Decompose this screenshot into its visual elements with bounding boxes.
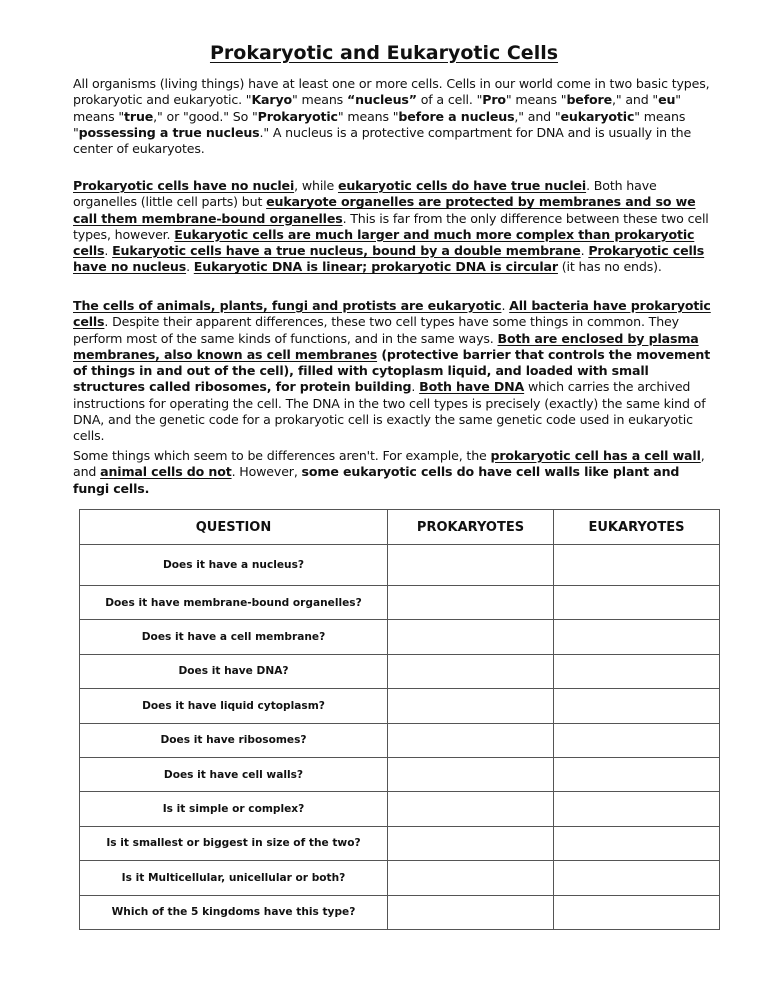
text: " means " bbox=[337, 108, 399, 124]
prokaryote-answer-cell[interactable] bbox=[388, 757, 554, 791]
table-row bbox=[80, 620, 720, 654]
prokaryote-answer-cell[interactable] bbox=[388, 620, 554, 654]
question-cell: Does it have cell walls? bbox=[80, 757, 388, 791]
intro-paragraph bbox=[73, 76, 713, 157]
question-cell: Is it simple or complex? bbox=[80, 792, 388, 826]
question-cell: Does it have DNA? bbox=[80, 654, 388, 688]
prokaryote-answer-cell[interactable] bbox=[388, 826, 554, 860]
text: . bbox=[580, 243, 589, 259]
term-before: before bbox=[566, 92, 612, 108]
question-cell: Is it smallest or biggest in size of the two? bbox=[80, 826, 388, 860]
eukaryote-answer-cell[interactable] bbox=[554, 826, 720, 860]
bold-text: some eukaryotic cells do have cell walls like plant and fungi cells. bbox=[73, 464, 680, 496]
question-cell: Does it have a nucleus? bbox=[80, 545, 388, 586]
key-point: Prokaryotic cells have no nuclei bbox=[73, 178, 295, 193]
question-cell: Which of the 5 kingdoms have this type? bbox=[80, 895, 388, 929]
question-cell: Is it Multicellular, unicellular or both? bbox=[80, 861, 388, 895]
table-row bbox=[80, 826, 720, 860]
text: Some things which seem to be differences aren't. For example, the bbox=[73, 448, 491, 463]
eukaryote-answer-cell[interactable] bbox=[554, 792, 720, 826]
text: of a cell. " bbox=[416, 92, 483, 108]
term-eukaryotic: eukaryotic bbox=[560, 108, 635, 124]
prokaryote-answer-cell[interactable] bbox=[388, 689, 554, 723]
eukaryote-answer-cell[interactable] bbox=[554, 895, 720, 929]
eukaryote-answer-cell[interactable] bbox=[554, 654, 720, 688]
text: . bbox=[186, 259, 194, 275]
cell-wall-paragraph bbox=[73, 448, 713, 497]
header-prokaryotes: PROKARYOTES bbox=[388, 510, 554, 545]
key-point: Eukaryotic DNA is linear; prokaryotic DNA is circular bbox=[193, 259, 558, 275]
comparison-table bbox=[79, 509, 720, 930]
term-pro: Pro bbox=[482, 92, 506, 108]
table-row bbox=[80, 757, 720, 791]
table-row bbox=[80, 723, 720, 757]
text: . bbox=[104, 243, 113, 259]
text: ," or "good." So " bbox=[153, 108, 258, 124]
key-point: Eukaryotic cells are much larger and much more complex than prokaryotic cells bbox=[73, 226, 695, 259]
key-point: animal cells do not bbox=[100, 464, 232, 480]
prokaryote-answer-cell[interactable] bbox=[388, 654, 554, 688]
text: " means bbox=[292, 92, 347, 108]
question-cell: Does it have a cell membrane? bbox=[80, 620, 388, 654]
text: . bbox=[411, 379, 420, 395]
eukaryote-answer-cell[interactable] bbox=[554, 620, 720, 654]
prokaryote-answer-cell[interactable] bbox=[388, 895, 554, 929]
term-possessing: possessing a true nucleus bbox=[78, 124, 260, 140]
text: ," and " bbox=[514, 108, 561, 124]
key-point: eukaryote organelles are protected by membranes and so we call them membrane-bound organelles bbox=[73, 194, 696, 226]
table-header-row bbox=[80, 510, 720, 545]
prokaryote-answer-cell[interactable] bbox=[388, 586, 554, 620]
table-row bbox=[80, 586, 720, 620]
text: . However, bbox=[231, 464, 302, 480]
table-row bbox=[80, 792, 720, 826]
eukaryote-answer-cell[interactable] bbox=[554, 757, 720, 791]
table-row bbox=[80, 654, 720, 688]
differences-paragraph bbox=[73, 178, 713, 276]
prokaryote-answer-cell[interactable] bbox=[388, 723, 554, 757]
eukaryote-answer-cell[interactable] bbox=[554, 723, 720, 757]
term-before-nucleus: before a nucleus bbox=[398, 108, 515, 124]
question-cell: Does it have ribosomes? bbox=[80, 723, 388, 757]
prokaryote-answer-cell[interactable] bbox=[388, 861, 554, 895]
prokaryote-answer-cell[interactable] bbox=[388, 545, 554, 586]
text: " means " bbox=[73, 108, 686, 140]
key-point: All bacteria have prokaryotic cells bbox=[73, 298, 711, 330]
table-row bbox=[80, 689, 720, 723]
header-question: QUESTION bbox=[80, 510, 388, 545]
text: . Both have organelles (little cell parts) but bbox=[73, 178, 657, 210]
text: All organisms (living things) have at least one or more cells. Cells in our world come in two basic types, prokaryotic and eukaryotic. " bbox=[73, 76, 710, 108]
text: . bbox=[501, 298, 510, 313]
term-nucleus: “nucleus” bbox=[346, 92, 417, 108]
question-cell: Does it have liquid cytoplasm? bbox=[80, 689, 388, 723]
key-point: Both are enclosed by plasma membranes, also known as cell membranes bbox=[73, 330, 699, 362]
table-row bbox=[80, 895, 720, 929]
term-eu: eu bbox=[658, 92, 676, 108]
key-point: Both have DNA bbox=[419, 379, 525, 395]
key-point: Eukaryotic cells have a true nucleus, bound by a double membrane bbox=[112, 243, 581, 259]
bold-text: (protective barrier that controls the movement of things in and out of the cell), filled with cytoplasm liquid, and loaded with small structures called ribosomes, for protein building bbox=[73, 346, 711, 395]
text: " means " bbox=[505, 92, 567, 108]
text: ," and " bbox=[611, 92, 659, 108]
eukaryote-answer-cell[interactable] bbox=[554, 586, 720, 620]
term-karyo: Karyo bbox=[251, 92, 293, 108]
eukaryote-answer-cell[interactable] bbox=[554, 545, 720, 586]
text: , and bbox=[73, 448, 705, 480]
text: . This is far from the only difference between these two cell types, however. bbox=[73, 210, 709, 242]
eukaryote-answer-cell[interactable] bbox=[554, 861, 720, 895]
key-point: prokaryotic cell has a cell wall bbox=[490, 448, 701, 463]
term-prokaryotic: Prokaryotic bbox=[257, 108, 338, 124]
similarities-paragraph bbox=[73, 298, 713, 445]
text: which carries the archived instructions for operating the cell. The DNA in the two cell types is precisely (exactly) the same kind of DNA, and the genetic code for a prokaryotic cell is exactly the same genetic code used in eukaryotic cells. bbox=[73, 379, 706, 444]
text: ." A nucleus is a protective compartment for DNA and is usually in the center of eukaryotes. bbox=[73, 124, 692, 157]
text: . Despite their apparent differences, these two cell types have some things in common. They perform most of the same kinds of functions, and in the same ways. bbox=[73, 314, 679, 346]
prokaryote-answer-cell[interactable] bbox=[388, 792, 554, 826]
text: (it has no ends). bbox=[557, 259, 662, 275]
key-point: Prokaryotic cells have no nucleus bbox=[73, 243, 705, 275]
table-row bbox=[80, 545, 720, 586]
key-point: The cells of animals, plants, fungi and protists are eukaryotic bbox=[73, 298, 502, 313]
eukaryote-answer-cell[interactable] bbox=[554, 689, 720, 723]
term-true: true bbox=[124, 108, 154, 124]
page-title: Prokaryotic and Eukaryotic Cells bbox=[209, 42, 559, 64]
table-row bbox=[80, 861, 720, 895]
text: " means " bbox=[73, 92, 681, 124]
key-point: eukaryotic cells do have true nuclei bbox=[337, 178, 587, 193]
text: , while bbox=[294, 178, 338, 193]
question-cell: Does it have membrane-bound organelles? bbox=[80, 586, 388, 620]
header-eukaryotes: EUKARYOTES bbox=[554, 510, 720, 545]
